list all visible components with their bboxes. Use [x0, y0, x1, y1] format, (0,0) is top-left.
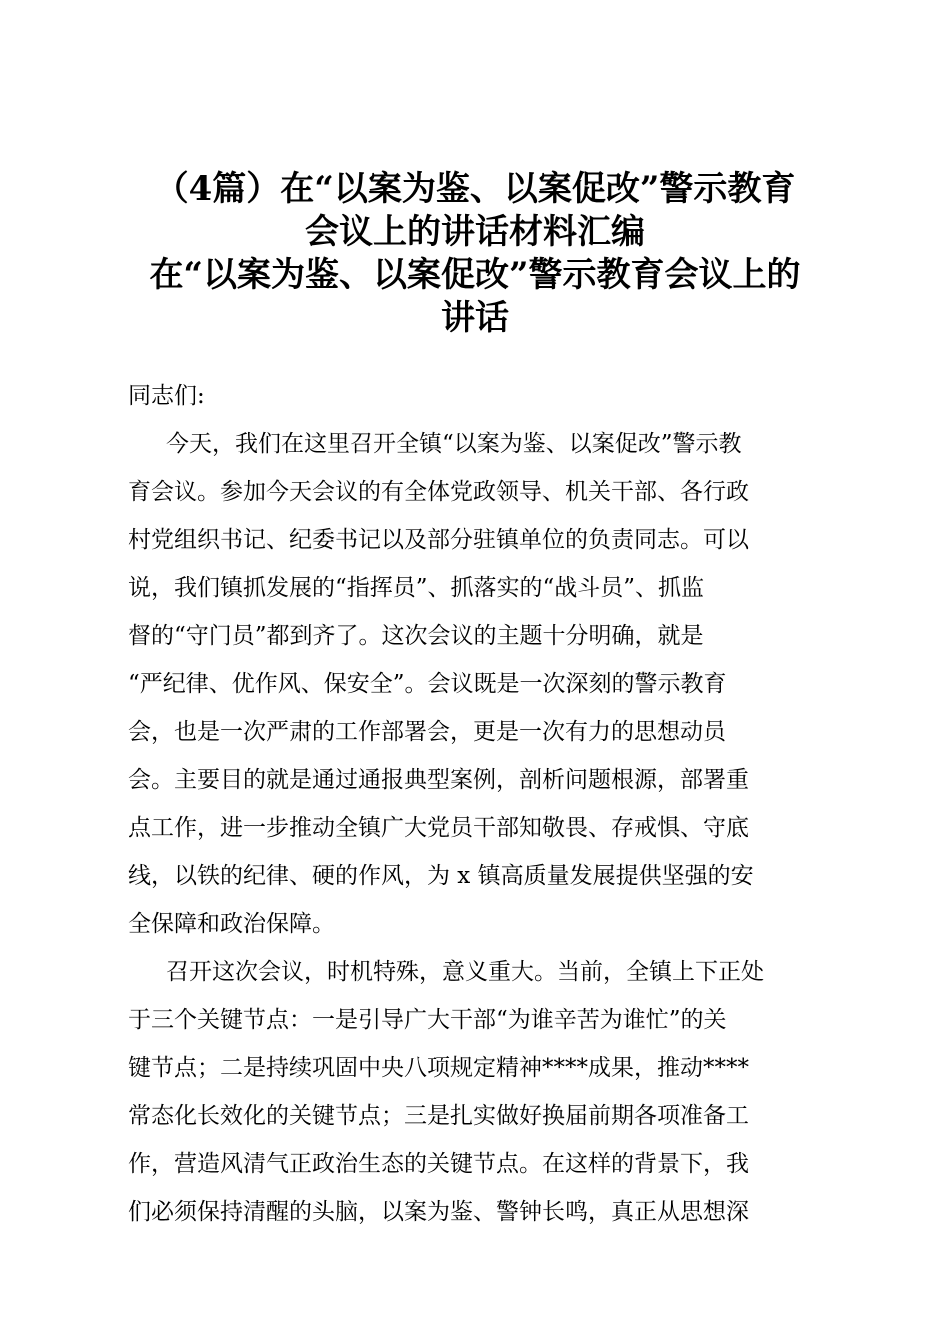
- paragraph-line: 于三个关键节点：一是引导广大干部“为谁辛苦为谁忙”的关: [128, 1007, 727, 1033]
- title-line: （4篇）在“以案为鉴、以案促改”警示教育: [154, 169, 796, 209]
- paragraph-1: [128, 420, 830, 948]
- paragraph-line: 键节点；二是持续巩固中央八项规定精神****成果，推动****: [128, 1055, 749, 1081]
- paragraph-line: 督的“守门员”都到齐了。这次会议的主题十分明确，就是: [128, 623, 704, 649]
- title-line: 会议上的讲话材料汇编: [305, 212, 645, 252]
- paragraph-line: 常态化长效化的关键节点；三是扎实做好换届前期各项准备工: [128, 1103, 749, 1129]
- paragraph-line: 会，也是一次严肃的工作部署会，更是一次有力的思想动员: [128, 719, 726, 745]
- document-body: [128, 372, 830, 1236]
- paragraph-line: 全保障和政治保障。: [128, 911, 335, 937]
- salutation: 同志们:: [128, 383, 205, 409]
- paragraph-line: 今天，我们在这里召开全镇“以案为鉴、以案促改”警示教: [166, 431, 742, 457]
- paragraph-line: 说，我们镇抓发展的“指挥员”、抓落实的“战斗员”、抓监: [128, 575, 705, 601]
- paragraph-line: 召开这次会议，时机特殊，意义重大。当前，全镇上下正处: [166, 959, 764, 985]
- paragraph-2: [128, 948, 830, 1236]
- title-line: 在“以案为鉴、以案促改”警示教育会议上的: [149, 255, 801, 295]
- paragraph-line: 线，以铁的纪律、硬的作风，为 x 镇高质量发展提供坚强的安: [128, 863, 754, 889]
- paragraph-line: 会。主要目的就是通过通报典型案例，剖析问题根源，部署重: [128, 767, 749, 793]
- paragraph-line: 点工作，进一步推动全镇广大党员干部知敬畏、存戒惧、守底: [128, 815, 749, 841]
- paragraph-line: 村党组织书记、纪委书记以及部分驻镇单位的负责同志。可以: [128, 527, 749, 553]
- paragraph-line: 们必须保持清醒的头脑，以案为鉴、警钟长鸣，真正从思想深: [128, 1199, 749, 1225]
- paragraph-line: “严纪律、优作风、保安全”。会议既是一次深刻的警示教育: [128, 671, 727, 697]
- paragraph-line: 作，营造风清气正政治生态的关键节点。在这样的背景下，我: [128, 1151, 749, 1177]
- document-title: [120, 168, 830, 340]
- paragraph-line: 育会议。参加今天会议的有全体党政领导、机关干部、各行政: [128, 479, 749, 505]
- title-line: 讲话: [441, 298, 509, 338]
